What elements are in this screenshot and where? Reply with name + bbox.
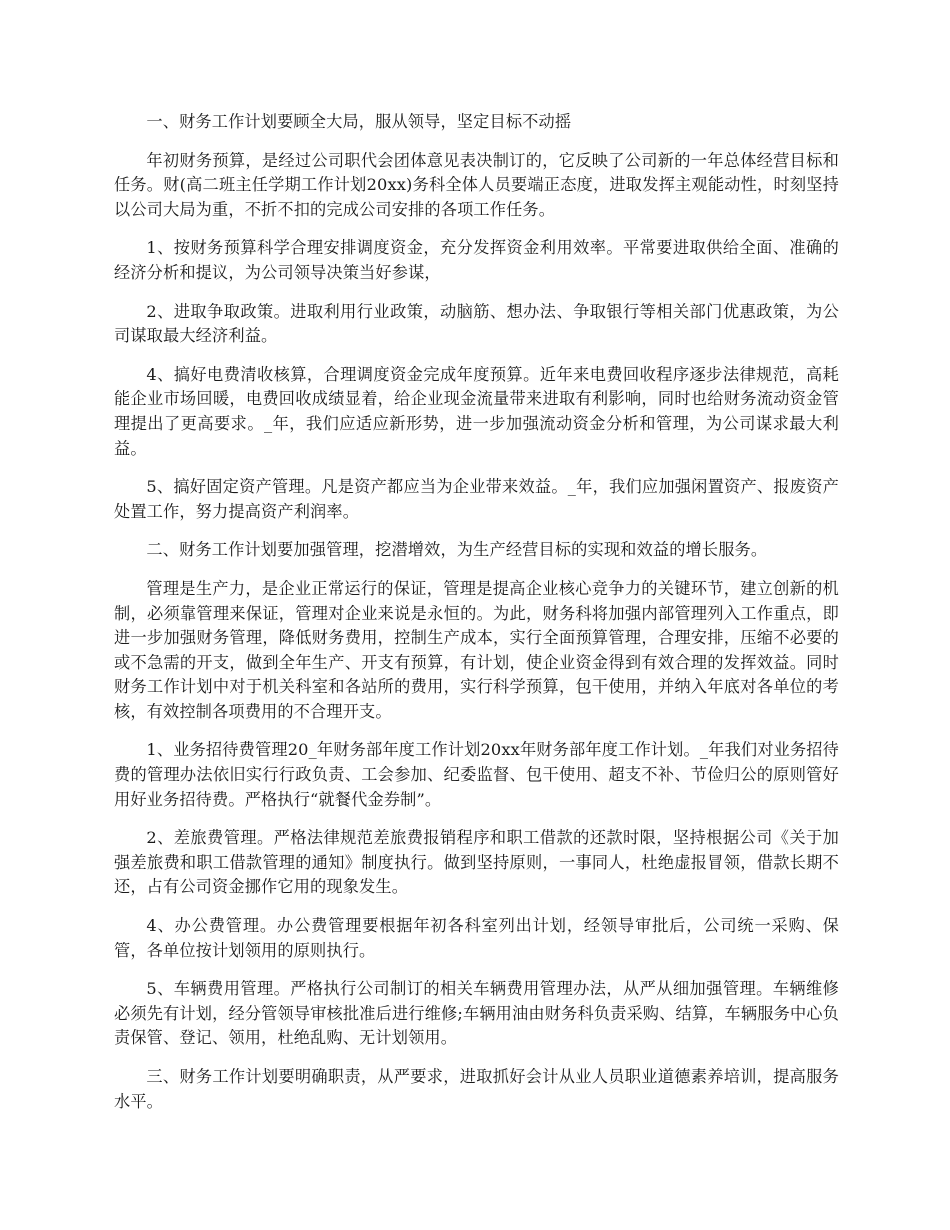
section-heading-1: 一、财务工作计划要顾全大局，服从领导，坚定目标不动摇 <box>146 112 572 131</box>
list-item: 4、办公费管理。办公费管理要根据年初各科室列出计划，经领导审批后，公司统一采购、保管，各单位按计划领用的原则执行。 <box>114 916 839 960</box>
section-heading-3: 三、财务工作计划要明确职责，从严要求，进取抓好会计从业人员职业道德素养培训，提高服务水平。 <box>114 1067 839 1111</box>
list-item: 2、进取争取政策。进取利用行业政策，动脑筋、想办法、争取银行等相关部门优惠政策，为公司谋取最大经济利益。 <box>114 301 839 346</box>
list-item: 1、按财务预算科学合理安排调度资金，充分发挥资金利用效率。平常要进取供给全面、准确的经济分析和提议，为公司领导决策当好参谋， <box>114 238 839 282</box>
list-item: 2、差旅费管理。严格法律规范差旅费报销程序和职工借款的还款时限，坚持根据公司《关于加强差旅费和职工借款管理的通知》制度执行。做到坚持原则，一事同人，杜绝虚报冒领，借款长期不还，占有公司资金挪作它用的现象发生。 <box>114 828 839 897</box>
paragraph: 年初财务预算，是经过公司职代会团体意见表决制订的，它反映了公司新的一年总体经营目标和任务。财(高二班主任学期工作计划20xx)务科全体人员要端正态度，进取发挥主观能动性，时刻坚持以公司大局为重，不折不扣的完成公司安排的各项工作任务。 <box>114 150 839 219</box>
section-heading-2: 二、财务工作计划要加强管理，挖潜增效，为生产经营目标的实现和效益的增长服务。 <box>146 540 768 560</box>
list-item: 4、搞好电费清收核算，合理调度资金完成年度预算。近年来电费回收程序逐步法律规范，高耗能企业市场回暖，电费回收成绩显着，给企业现金流量带来进取有利影响，同时也给财务流动资金管理提出了更高要求。_年，我们应适应新形势，进一步加强流动资金分析和管理，为公司谋求最大利益。 <box>114 364 839 458</box>
list-item: 5、搞好固定资产管理。凡是资产都应当为企业带来效益。_年，我们应加强闲置资产、报废资产处置工作，努力提高资产利润率。 <box>114 477 839 521</box>
list-item: 1、业务招待费管理20_年财务部年度工作计划20xx年财务部年度工作计划。_年我们对业务招待费的管理办法依旧实行行政负责、工会参加、纪委监督、包干使用、超支不补、节俭归公的原则管好用好业务招待费。严格执行“就餐代金券制”。 <box>114 740 839 809</box>
paragraph: 管理是生产力，是企业正常运行的保证，管理是提高企业核心竞争力的关键环节，建立创新的机制，必须靠管理来保证，管理对企业来说是永恒的。为此，财务科将加强内部管理列入工作重点，即进一步加强财务管理，降低财务费用，控制生产成本，实行全面预算管理，合理安排，压缩不必要的或不急需的开支，做到全年生产、开支有预算，有计划，使企业资金得到有效合理的发挥效益。同时财务工作计划中对于机关科室和各站所的费用，实行科学预算，包干使用，并纳入年底对各单位的考核，有效控制各项费用的不合理开支。 <box>114 578 839 721</box>
document-body <box>114 110 839 1128</box>
list-item: 5、车辆费用管理。严格执行公司制订的相关车辆费用管理办法，从严从细加强管理。车辆维修必须先有计划，经分管领导审核批准后进行维修;车辆用油由财务科负责采购、结算，车辆服务中心负责保管、登记、领用，杜绝乱购、无计划领用。 <box>114 979 839 1048</box>
